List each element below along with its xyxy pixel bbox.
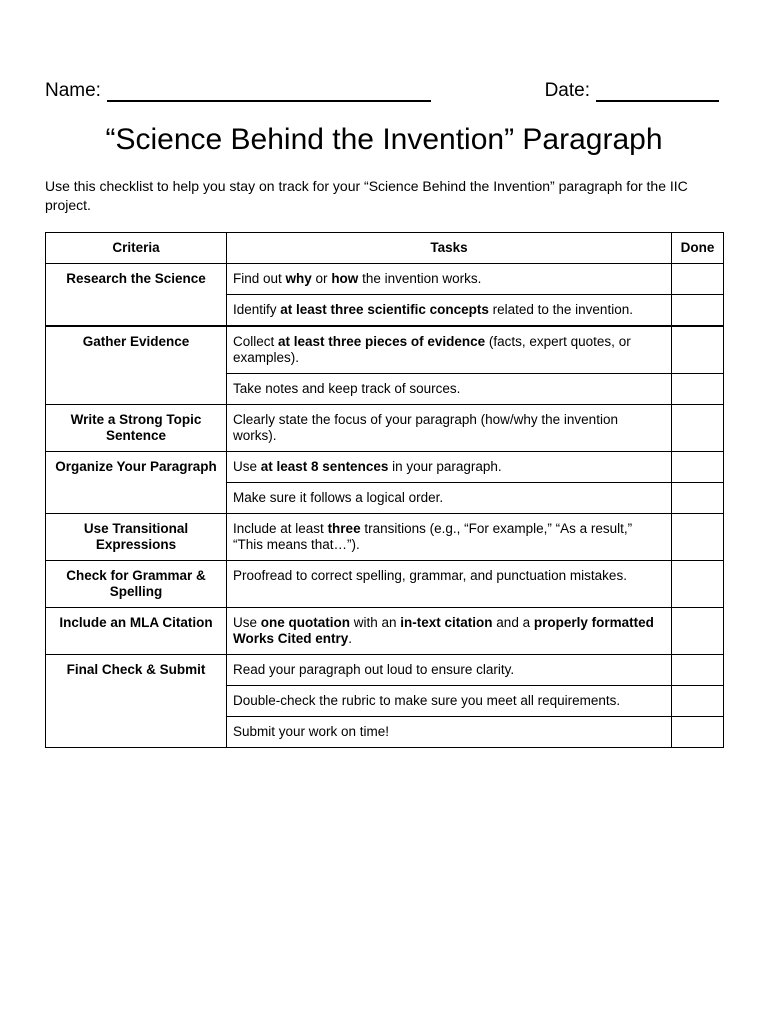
- table-row: [46, 326, 724, 374]
- done-checkbox-cell[interactable]: [672, 295, 724, 327]
- criteria-final: Final Check & Submit: [46, 655, 227, 748]
- task-emphasis: properly formatted Works Cited entry: [233, 615, 654, 646]
- criteria-evidence: Gather Evidence: [46, 326, 227, 405]
- task-cell: [227, 514, 672, 561]
- checklist-table: [45, 232, 724, 748]
- intro-text: Use this checklist to help you stay on track for your “Science Behind the Invention” paragraph for the IIC project.: [45, 178, 688, 213]
- task-cell: Clearly state the focus of your paragraph (how/why the invention works).: [227, 405, 672, 452]
- task-cell: [227, 326, 672, 374]
- task-emphasis: in-text citation: [400, 615, 493, 630]
- task-text: Use: [233, 459, 261, 474]
- task-emphasis: three: [327, 521, 361, 536]
- date-field: [545, 80, 719, 102]
- table-row: [46, 452, 724, 483]
- done-checkbox-cell[interactable]: [672, 514, 724, 561]
- criteria-grammar: Check for Grammar & Spelling: [46, 561, 227, 608]
- done-checkbox-cell[interactable]: [672, 483, 724, 514]
- task-text: Identify: [233, 302, 281, 317]
- criteria-organize: Organize Your Paragraph: [46, 452, 227, 514]
- done-checkbox-cell[interactable]: [672, 686, 724, 717]
- done-header: Done: [672, 233, 724, 264]
- task-text: the invention works.: [358, 271, 482, 286]
- task-text: Find out: [233, 271, 286, 286]
- done-checkbox-cell[interactable]: [672, 374, 724, 405]
- task-cell: Proofread to correct spelling, grammar, and punctuation mistakes.: [227, 561, 672, 608]
- table-row: [46, 514, 724, 561]
- done-checkbox-cell[interactable]: [672, 326, 724, 374]
- task-emphasis: one quotation: [260, 615, 350, 630]
- task-text: (facts, expert quotes, or examples).: [233, 334, 631, 365]
- table-row: [46, 264, 724, 295]
- table-row: [46, 655, 724, 686]
- done-checkbox-cell[interactable]: [672, 452, 724, 483]
- tasks-header: Tasks: [227, 233, 672, 264]
- date-blank-line[interactable]: [596, 82, 719, 102]
- task-cell: [227, 295, 672, 327]
- name-field: [45, 80, 431, 102]
- task-text: or: [311, 271, 332, 286]
- task-emphasis: why: [285, 271, 312, 286]
- task-emphasis: at least 8 sentences: [260, 459, 389, 474]
- table-row: [46, 405, 724, 452]
- task-text: and a: [492, 615, 534, 630]
- task-cell: [227, 264, 672, 295]
- done-checkbox-cell[interactable]: [672, 717, 724, 748]
- date-label: Date:: [544, 80, 590, 101]
- task-text: Include at least: [233, 521, 328, 536]
- page-title: “Science Behind the Invention” Paragraph: [105, 123, 663, 156]
- table-header-row: [46, 233, 724, 264]
- task-cell: Submit your work on time!: [227, 717, 672, 748]
- criteria-transitions: Use Transitional Expressions: [46, 514, 227, 561]
- criteria-research: Research the Science: [46, 264, 227, 327]
- task-cell: [227, 608, 672, 655]
- task-text: Use: [233, 615, 261, 630]
- task-text: .: [348, 631, 353, 646]
- task-emphasis: at least three pieces of evidence: [278, 334, 486, 349]
- done-checkbox-cell[interactable]: [672, 655, 724, 686]
- done-checkbox-cell[interactable]: [672, 405, 724, 452]
- task-text: related to the invention.: [488, 302, 633, 317]
- task-text: in your paragraph.: [388, 459, 502, 474]
- table-row: [46, 561, 724, 608]
- criteria-mla: Include an MLA Citation: [46, 608, 227, 655]
- task-cell: Make sure it follows a logical order.: [227, 483, 672, 514]
- task-text: transitions (e.g., “For example,” “As a result,” “This means that…”).: [233, 521, 633, 552]
- task-cell: Double-check the rubric to make sure you meet all requirements.: [227, 686, 672, 717]
- table-row: [46, 608, 724, 655]
- done-checkbox-cell[interactable]: [672, 264, 724, 295]
- task-cell: [227, 452, 672, 483]
- done-checkbox-cell[interactable]: [672, 608, 724, 655]
- task-text: Collect: [233, 334, 279, 349]
- task-cell: Take notes and keep track of sources.: [227, 374, 672, 405]
- name-label: Name:: [45, 80, 101, 101]
- criteria-header: Criteria: [46, 233, 227, 264]
- task-cell: Read your paragraph out loud to ensure clarity.: [227, 655, 672, 686]
- header-row: [45, 80, 719, 108]
- done-checkbox-cell[interactable]: [672, 561, 724, 608]
- task-emphasis: how: [331, 271, 359, 286]
- task-text: with an: [350, 615, 401, 630]
- task-emphasis: at least three scientific concepts: [280, 302, 489, 317]
- name-blank-line[interactable]: [107, 82, 431, 102]
- criteria-topic-sentence: Write a Strong Topic Sentence: [46, 405, 227, 452]
